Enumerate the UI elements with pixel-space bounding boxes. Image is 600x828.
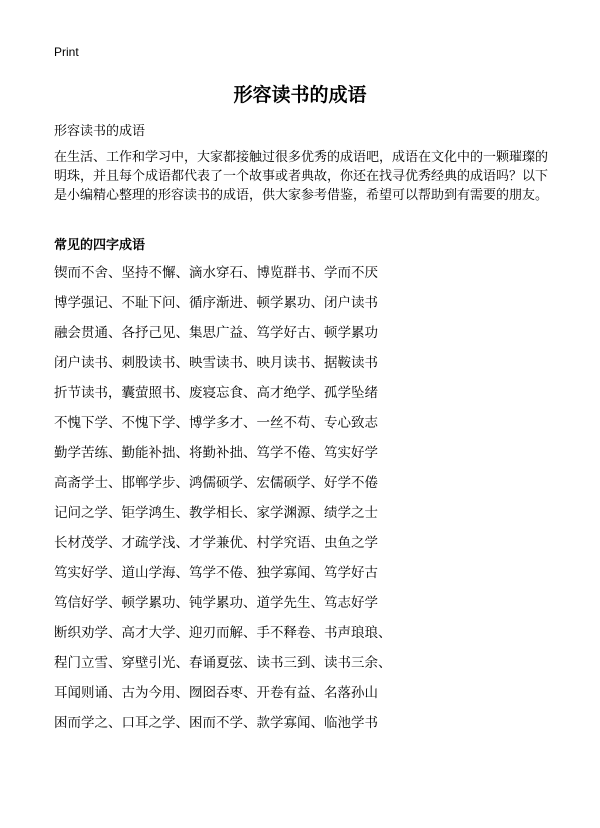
idiom-line: 闭户读书、刺股读书、映雪读书、映月读书、据鞍读书 [54,355,378,371]
section-heading: 常见的四字成语 [54,238,146,253]
idiom-line: 不愧下学、不愧下学、博学多才、一丝不苟、专心致志 [54,415,378,431]
idiom-list [54,263,392,743]
intro-paragraph: 在生活、工作和学习中，大家都接触过很多优秀的成语吧，成语在文化中的一颗璀璨的明珠，并且每个成语都代表了一个故事或者典故，你还在找寻优秀经典的成语吗？以下是小编精心整理的形容读书的成语，供大家参考借鉴，希望可以帮助到有需要的朋友。 [54,150,549,203]
idiom-line: 融会贯通、各抒己见、集思广益、笃学好古、顿学累功 [54,325,378,341]
idiom-line: 笃实好学、道山学海、笃学不倦、独学寡闻、笃学好古 [54,565,378,581]
idiom-line: 断织劝学、高才大学、迎刃而解、手不释卷、书声琅琅、 [54,625,392,641]
idiom-line: 长材茂学、才疏学浅、才学兼优、村学究语、虫鱼之学 [54,535,378,551]
idiom-line: 博学强记、不耻下问、循序渐进、顿学累功、闭户读书 [54,295,378,311]
print-label: Print [54,45,79,59]
idiom-line: 困而学之、口耳之学、困而不学、款学寡闻、临池学书 [54,715,378,731]
idiom-line: 记问之学、钜学鸿生、教学相长、家学渊源、绩学之士 [54,505,378,521]
idiom-line: 笃信好学、顿学累功、钝学累功、道学先生、笃志好学 [54,595,378,611]
idiom-line: 勤学苦练、勤能补拙、将勤补拙、笃学不倦、笃实好学 [54,445,378,461]
idiom-line: 折节读书，囊萤照书、废寝忘食、高才绝学、孤学坠绪 [54,385,378,401]
idiom-line: 程门立雪、穿壁引光、春诵夏弦、读书三到、读书三余、 [54,655,392,671]
idiom-line: 耳闻则诵、古为今用、囫囵吞枣、开卷有益、名落孙山 [54,685,378,701]
page-title: 形容读书的成语 [233,84,367,106]
idiom-line: 高斋学士、邯郸学步、鸿儒硕学、宏儒硕学、好学不倦 [54,475,378,491]
idiom-line: 锲而不舍、坚持不懈、滴水穿石、博览群书、学而不厌 [54,265,378,281]
subtitle: 形容读书的成语 [54,124,146,139]
